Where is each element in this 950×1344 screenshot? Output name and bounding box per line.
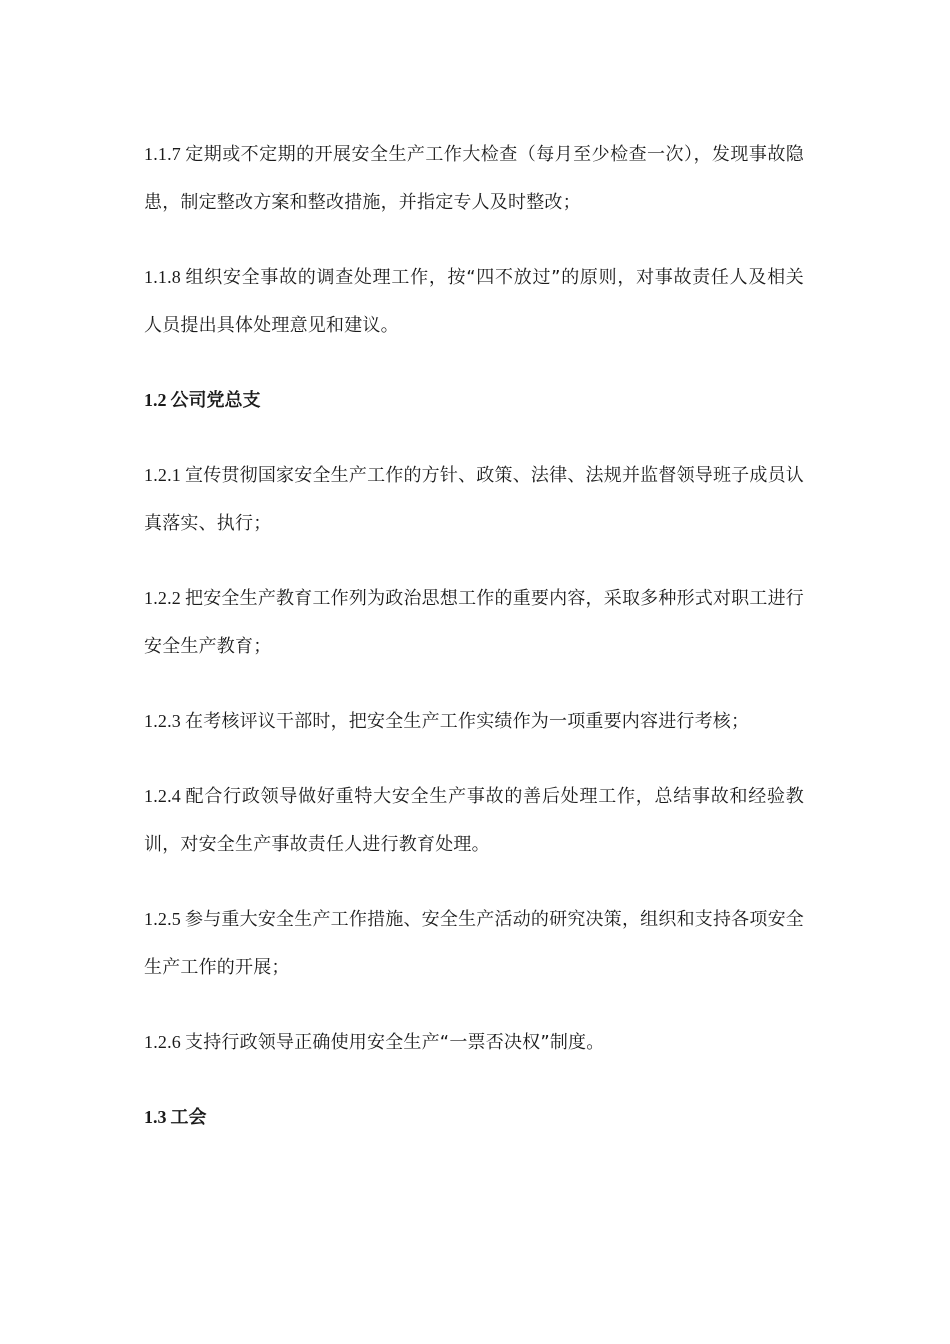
section-heading-1-3 bbox=[144, 1093, 804, 1142]
clause-number: 1.2.4 bbox=[144, 786, 181, 806]
clause-number: 1.2.6 bbox=[144, 1032, 181, 1052]
section-title: 公司党总支 bbox=[170, 390, 261, 411]
clause-number: 1.1.7 bbox=[144, 144, 181, 164]
section-heading-1-2 bbox=[144, 376, 804, 425]
clause-1-2-1 bbox=[144, 451, 804, 548]
clause-1-2-5 bbox=[144, 895, 804, 992]
clause-number: 1.2.5 bbox=[144, 909, 181, 929]
clause-1-2-3 bbox=[144, 697, 804, 746]
clause-number: 1.2.2 bbox=[144, 588, 181, 608]
clause-text: 在考核评议干部时，把安全生产工作实绩作为一项重要内容进行考核； bbox=[185, 711, 750, 732]
clause-1-2-2 bbox=[144, 574, 804, 671]
clause-number: 1.2.1 bbox=[144, 465, 181, 485]
section-title: 工会 bbox=[170, 1107, 207, 1128]
clause-text: 组织安全事故的调查处理工作，按“四不放过”的原则，对事故责任人及相关人员提出具体处理意见和建议。 bbox=[144, 267, 804, 336]
clause-text: 定期或不定期的开展安全生产工作大检查（每月至少检查一次），发现事故隐患，制定整改方案和整改措施，并指定专人及时整改； bbox=[144, 144, 804, 213]
clause-text: 把安全生产教育工作列为政治思想工作的重要内容，采取多种形式对职工进行安全生产教育； bbox=[144, 588, 804, 657]
clause-1-1-7 bbox=[144, 130, 804, 227]
clause-text: 支持行政领导正确使用安全生产“一票否决权”制度。 bbox=[185, 1032, 605, 1053]
section-number: 1.3 bbox=[144, 1107, 167, 1127]
clause-number: 1.2.3 bbox=[144, 711, 181, 731]
section-number: 1.2 bbox=[144, 390, 167, 410]
clause-1-1-8 bbox=[144, 253, 804, 350]
clause-1-2-6 bbox=[144, 1018, 804, 1067]
clause-number: 1.1.8 bbox=[144, 267, 181, 287]
document-body bbox=[144, 130, 804, 1168]
clause-text: 参与重大安全生产工作措施、安全生产活动的研究决策，组织和支持各项安全生产工作的开展； bbox=[144, 909, 804, 978]
clause-1-2-4 bbox=[144, 772, 804, 869]
clause-text: 配合行政领导做好重特大安全生产事故的善后处理工作，总结事故和经验教训，对安全生产事故责任人进行教育处理。 bbox=[144, 786, 804, 855]
clause-text: 宣传贯彻国家安全生产工作的方针、政策、法律、法规并监督领导班子成员认真落实、执行； bbox=[144, 465, 804, 534]
